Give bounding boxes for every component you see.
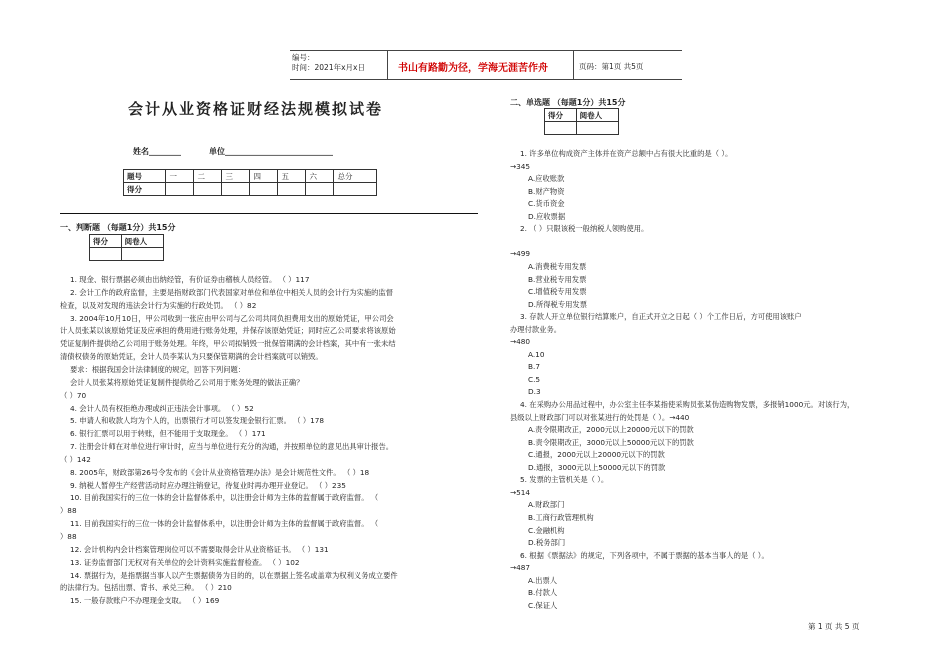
question-line: C.保证人 (528, 600, 558, 610)
question-line: 清债权债务的原始凭证，会计人员李某认为只要保管期满的会计档案就可以销毁。 (60, 352, 323, 362)
question-line: 13. 证券监督部门无权对有关单位的会计资料实施监督检查。 （ ）102 (70, 557, 300, 567)
grader-name-label: 阅卷人 (576, 109, 618, 122)
question-line: （ ）70 (60, 390, 87, 400)
header-divider-left (387, 50, 388, 79)
question-line: 检查，以及对发现的违法会计行为实施的行政处罚。 （ ）82 (60, 300, 257, 310)
question-line: B.工商行政管理机构 (528, 512, 594, 522)
grader-score-cell[interactable] (90, 248, 122, 261)
question-line: 4. 会计人员有权拒绝办理或纠正违法会计事项。 （ ）52 (70, 403, 254, 413)
score-table (123, 169, 377, 196)
score-cell: 得分 (124, 183, 166, 196)
question-line: 10. 目前我国实行的三位一体的会计监督体系中，以注册会计师为主体的监督属于政府监督。 （ (70, 493, 379, 503)
question-line: A.消费税专用发票 (528, 261, 587, 271)
question-line: 6. 银行汇票可以用于转账，但不能用于支取现金。 （ ）171 (70, 429, 266, 439)
grader-name-cell[interactable] (576, 122, 618, 135)
score-input-cell[interactable] (222, 183, 250, 196)
header-divider-right (573, 50, 574, 79)
question-line: D.通报，3000元以上50000元以下的罚款 (528, 462, 666, 472)
score-cell: 六 (306, 170, 334, 183)
header-page-info: 页码：第1页 共5页 (579, 62, 644, 71)
score-input-cell[interactable] (306, 183, 334, 196)
question-line: →487 (510, 563, 531, 573)
question-line: 15. 一般存款账户不办理现金支取。 （ ）169 (70, 596, 220, 606)
question-line: 11. 目前我国实行的三位一体的会计监督体系中，以注册会计师为主体的监督属于政府监督。 （ (70, 519, 379, 529)
score-table-header-row (124, 170, 377, 183)
question-line: A.财政部门 (528, 500, 565, 510)
question-line: A.出票人 (528, 575, 558, 585)
question-line: 5. 申请人和收款人均为个人的，出票银行才可以签发现金银行汇票。 （ ）178 (70, 416, 325, 426)
question-line: B.7 (528, 362, 540, 372)
score-input-cell[interactable] (194, 183, 222, 196)
question-line: 1. 现金、银行票据必须由出纳经管，有价证券由稽核人员经管。 （ ）117 (70, 275, 310, 284)
score-cell: 总分 (334, 170, 377, 183)
question-line: B.责令限期改正，3000元以上50000元以下的罚款 (528, 437, 694, 447)
header-time-label: 时间：2021年x月x日 (292, 63, 365, 72)
question-line: B.付款人 (528, 588, 558, 598)
question-line: 2. 会计工作的政府监督，主要是指财政部门代表国家对单位和单位中相关人员的会计行为实施的监督 (70, 287, 394, 297)
section2-title: 二、单选题 （每题1分）共15分 (510, 98, 626, 107)
grader-name-cell[interactable] (121, 248, 163, 261)
score-cell: 四 (250, 170, 278, 183)
question-line: →345 (510, 161, 531, 171)
grader-score-cell[interactable] (545, 122, 577, 135)
score-input-cell[interactable] (166, 183, 194, 196)
unit-field-label: 单位___________________________ (209, 147, 333, 156)
question-line: ）88 (60, 506, 77, 516)
question-line: 1. 许多单位构成资产主体并在资产总额中占有很大比重的是（ ）。 (520, 149, 733, 158)
question-line: 县级以上财政部门可以对张某进行的处罚是（ ）。→440 (510, 412, 690, 422)
question-line: 计人员张某以该原始凭证及应承担的费用进行账务处理，并保存该原始凭证；同时应乙公司要求将该原始 (60, 326, 396, 336)
score-cell: 一 (166, 170, 194, 183)
question-line: 7. 注册会计师在对单位进行审计时，应当与单位进行充分的沟通，并按照单位的意见出具审计报告。 (70, 442, 394, 452)
question-line: 6. 根据《票据法》的规定，下列各项中，不属于票据的基本当事人的是（ ）。 (520, 550, 769, 560)
question-line: D.3 (528, 387, 541, 397)
question-line: →480 (510, 337, 531, 347)
question-line: ）88 (60, 532, 77, 541)
score-cell: 三 (222, 170, 250, 183)
score-cell: 题号 (124, 170, 166, 183)
question-line: 3. 存款人开立单位银行结算账户，自正式开立之日起（ ）个工作日后，方可使用该账户 (520, 312, 802, 322)
score-table-score-row (124, 183, 377, 196)
question-line: 14. 票据行为，是指票据当事人以产生票据债务为目的的，以在票据上签名或盖章为权利义务成立要件 (70, 570, 398, 580)
question-line: C.通报，2000元以上20000元以下的罚款 (528, 450, 665, 460)
question-line: 的法律行为。包括出票、背书、承兑三种。 （ ）210 (60, 583, 232, 593)
question-line: 2. （ ）只限该税一般纳税人领购使用。 (520, 224, 649, 234)
name-field-label: 姓名________ (133, 147, 181, 156)
header-bottom-rule (290, 79, 682, 80)
question-line: →499 (510, 249, 531, 259)
question-line: B.财产物资 (528, 186, 565, 196)
question-line: →514 (510, 487, 531, 497)
section2-grader-table (544, 108, 619, 135)
question-line: 会计人员张某将原始凭证复制件提供给乙公司用于账务处理的做法正确？ (70, 377, 304, 387)
section1-title: 一、判断题 （每题1分）共15分 (60, 223, 176, 232)
question-line: 9. 纳税人暂停生产经营活动时应办理注销登记，待复业时再办理开业登记。 （ ）235 (70, 480, 346, 490)
footer-page-number: 第 1 页 共 5 页 (808, 622, 860, 631)
question-line: A.应收账款 (528, 174, 565, 184)
question-line: C.金融机构 (528, 525, 565, 535)
header-top-rule (290, 50, 682, 51)
question-line: （ ）142 (60, 454, 91, 464)
score-cell: 二 (194, 170, 222, 183)
question-line: 凭证复制件提供给乙公司用于账务处理。年终，甲公司拟销毁一批保管期满的会计档案，其中有一张未结 (60, 339, 396, 349)
question-line: A.责令限期改正，2000元以上20000元以下的罚款 (528, 425, 694, 435)
question-line: 4. 在采购办公用品过程中，办公室主任李某指使采购员张某伪造购物发票，多报销1000元。对该行为， (520, 400, 855, 409)
grader-score-label: 得分 (545, 109, 577, 122)
question-line: C.货币资金 (528, 199, 565, 209)
question-line: D.所得税专用发票 (528, 299, 588, 309)
grader-score-label: 得分 (90, 235, 122, 248)
header-code-label: 编号： (292, 53, 315, 62)
question-line: B.营业税专用发票 (528, 274, 587, 284)
question-line: 3. 2004年10月10日，甲公司收到一张应由甲公司与乙公司共同负担费用支出的原始凭证，甲公司会 (70, 313, 394, 323)
header-motto: 书山有路勤为径，学海无涯苦作舟 (398, 63, 548, 74)
score-input-cell[interactable] (334, 183, 377, 196)
question-line: 5. 发票的主管机关是（ ）。 (520, 475, 609, 485)
section1-top-rule (60, 213, 478, 214)
section1-grader-table (89, 234, 164, 261)
question-line: 要求：根据我国会计法律制度的规定，回答下列问题： (70, 364, 246, 374)
score-input-cell[interactable] (278, 183, 306, 196)
question-line: 8. 2005年，财政部第26号令发布的《会计从业资格管理办法》是会计规范性文件。 （ ）18 (70, 467, 370, 477)
score-input-cell[interactable] (250, 183, 278, 196)
question-line: 办理付款业务。 (510, 324, 562, 334)
question-line: A.10 (528, 349, 545, 359)
document-title: 会计从业资格证财经法规模拟试卷 (128, 100, 384, 118)
question-line: C.增值税专用发票 (528, 287, 587, 297)
question-line: 12. 会计机构内会计档案管理岗位可以不需要取得会计从业资格证书。 （ ）131 (70, 544, 329, 554)
question-line: D.税务部门 (528, 538, 566, 548)
score-cell: 五 (278, 170, 306, 183)
question-line: C.5 (528, 374, 541, 384)
question-line: D.应收票据 (528, 211, 566, 221)
grader-name-label: 阅卷人 (121, 235, 163, 248)
